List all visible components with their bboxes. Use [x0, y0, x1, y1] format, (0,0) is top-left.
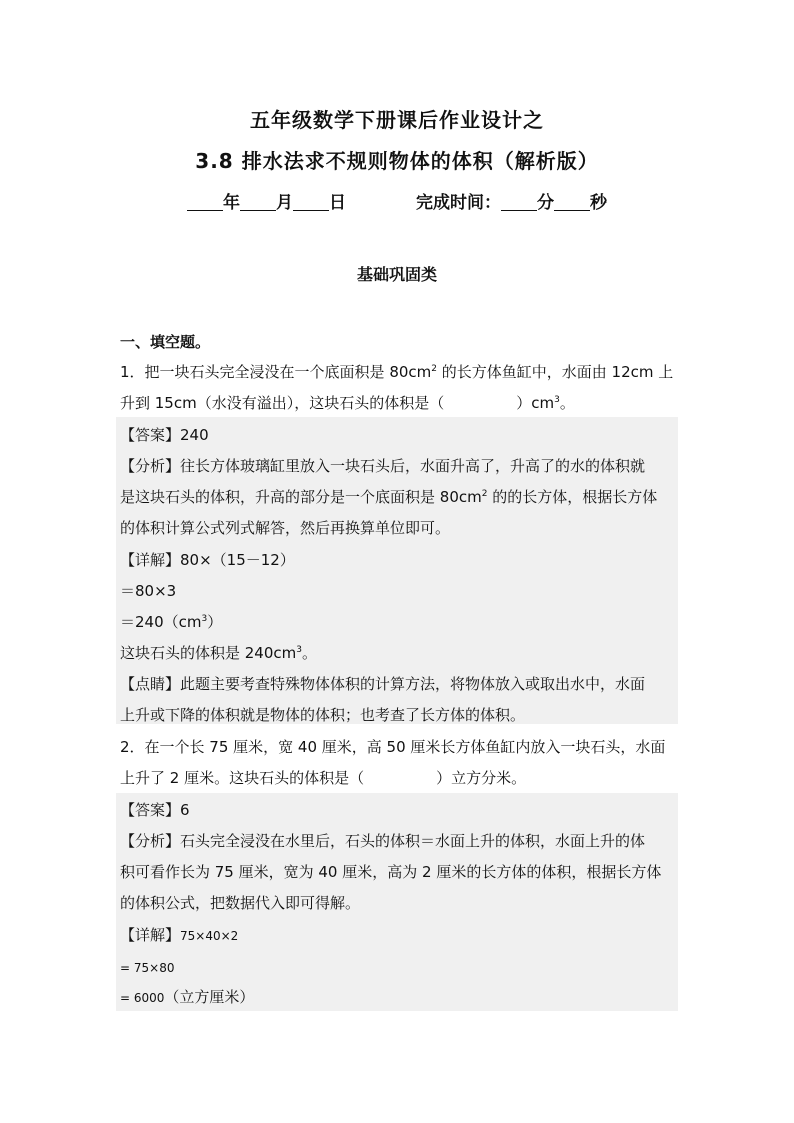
section-title: 一、填空题。 — [120, 333, 211, 351]
second-label: 秒 — [590, 193, 607, 213]
q1-answer: 【答案】240 — [120, 426, 209, 444]
document-title: 五年级数学下册课后作业设计之 — [250, 108, 544, 132]
q1-detail-line1: 【详解】80×（15－12） — [120, 551, 295, 569]
category-heading: 基础巩固类 — [356, 265, 437, 284]
q1-detail-line2: ＝80×3 — [120, 582, 177, 600]
year-label: 年 — [223, 193, 240, 213]
q2-stem-line2: 上升了 2 厘米。这块石头的体积是（ ）立方分米。 — [120, 769, 527, 787]
month-label: 月 — [276, 193, 293, 213]
day-blank — [293, 194, 329, 211]
q2-detail-line3: = 6000（立方厘米） — [120, 988, 255, 1006]
minute-label: 分 — [537, 193, 554, 213]
q1-tip-line1: 【点睛】此题主要考查特殊物体体积的计算方法，将物体放入或取出水中，水面 — [120, 675, 646, 693]
q1-detail-line3: $=240(cm^3)$ — [120, 613, 223, 631]
q2-stem-line1: 2．在一个长 75 厘米，宽 40 厘米，高 50 厘米长方体鱼缸内放入一块石头，水面 — [120, 738, 666, 756]
q1-analysis-line2: 是这块石头的体积，升高的部分是一个底面积是 $80cm^2$ 的的长方体，根据长方体 — [120, 488, 658, 506]
q1-detail-line4: 这块石头的体积是 $240cm^3$。 — [120, 644, 318, 662]
q2-analysis-line1: 【分析】石头完全浸没在水里后，石头的体积＝水面上升的体积，水面上升的体 — [120, 832, 646, 850]
q2-analysis-line3: 的体积公式，把数据代入即可得解。 — [120, 894, 361, 912]
q1-analysis-line3: 的体积计算公式列式解答，然后再换算单位即可。 — [120, 519, 451, 537]
q2-answer: 【答案】6 — [120, 801, 190, 819]
q1-stem-line2: 升到 15cm（水没有溢出），这块石头的体积是（ ）$cm^3$。 — [120, 394, 575, 412]
year-blank — [187, 194, 223, 211]
day-label: 日 — [329, 193, 346, 213]
q1-analysis-line1: 【分析】往长方体玻璃缸里放入一块石头后，水面升高了，升高了的水的体积就 — [120, 457, 646, 475]
time-label: 完成时间： — [416, 193, 501, 213]
second-blank — [554, 194, 590, 211]
date-time-line — [0, 188, 794, 213]
q2-detail-expr1: 75×40×2 — [180, 929, 239, 943]
q1-stem-line1: 1．把一块石头完全浸没在一个底面积是 $80cm^2$ 的长方体鱼缸中，水面由 12cm 上 — [120, 363, 674, 381]
month-blank — [240, 194, 276, 211]
q1-tip-line2: 上升或下降的体积就是物体的体积；也考查了长方体的体积。 — [120, 706, 526, 724]
q2-detail-line1: 【详解】75×40×2 — [120, 926, 239, 944]
minute-blank — [501, 194, 537, 211]
q2-detail-line2: = 75×80 — [120, 961, 175, 975]
q2-analysis-line2: 积可看作长为 75 厘米，宽为 40 厘米，高为 2 厘米的长方体的体积，根据长方体 — [120, 863, 662, 881]
document-subtitle-title: 3.8 排水法求不规则物体的体积（解析版） — [195, 149, 599, 173]
